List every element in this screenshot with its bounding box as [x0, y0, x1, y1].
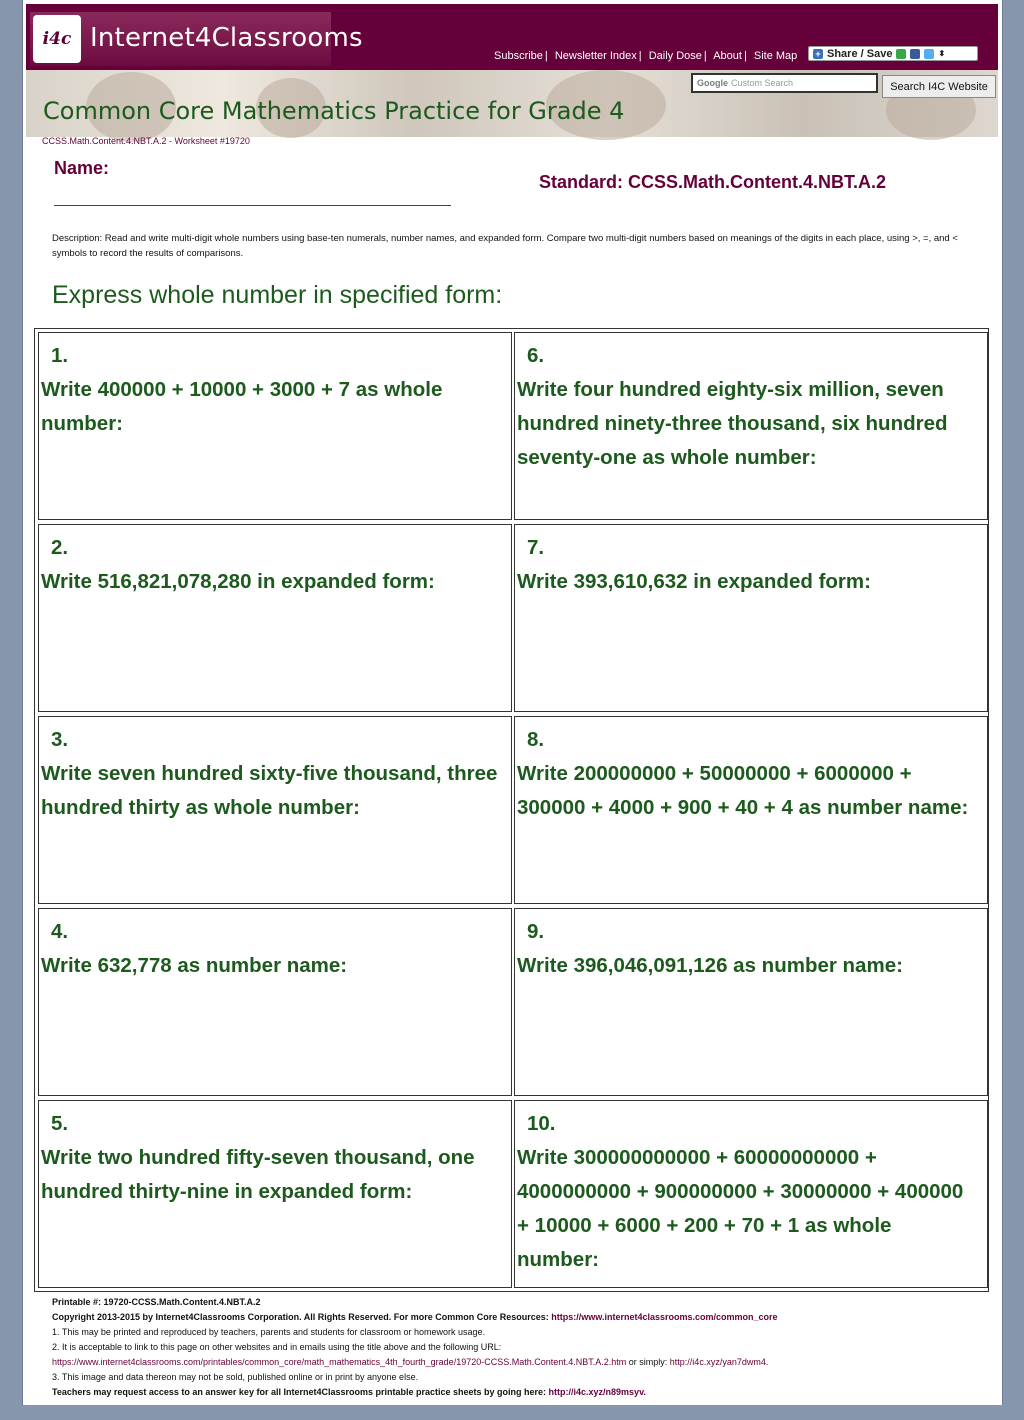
- url-separator: or simply:: [626, 1357, 670, 1367]
- share-save-button[interactable]: [808, 46, 978, 61]
- nav-daily-dose[interactable]: Daily Dose: [648, 50, 702, 62]
- question-text: Write 632,778 as number name:: [41, 954, 348, 977]
- search-placeholder: Custom Search: [731, 78, 794, 88]
- question-cell: [514, 908, 988, 1096]
- usage-note-1: 1. This may be printed and reproduced by teachers, parents and students for classroom or homework usage.: [52, 1327, 486, 1337]
- section-title: Express whole number in specified form:: [52, 281, 503, 309]
- question-cell: [514, 1100, 988, 1288]
- answer-key-link[interactable]: http://i4c.xyz/n89msyv.: [548, 1387, 646, 1397]
- question-number: 5.: [51, 1112, 69, 1135]
- question-text: Write 516,821,078,280 in expanded form:: [41, 570, 435, 593]
- question-number: 3.: [51, 728, 69, 751]
- nav-subscribe[interactable]: Subscribe: [494, 50, 543, 62]
- share-label: Share / Save: [827, 47, 893, 60]
- footer: [52, 1295, 992, 1400]
- nav-about[interactable]: About: [713, 50, 742, 62]
- question-cell: [514, 524, 988, 712]
- question-text: Write seven hundred sixty-five thousand, three hundred thirty as whole number:: [41, 762, 498, 819]
- questions-table: [34, 328, 989, 1292]
- logo-mark: i4c: [42, 29, 72, 49]
- site-logo[interactable]: [30, 12, 363, 66]
- question-text: Write 393,610,632 in expanded form:: [517, 570, 871, 593]
- question-text: Write 396,046,091,126 as number name:: [517, 954, 903, 977]
- description: Description: Read and write multi-digit whole numbers using base-ten numerals, number names, and expanded form. Compare two multi-digit numbers based on meanings of the digits in each place, using >, =, and < symbols to record the results of comparisons.: [52, 233, 958, 259]
- url-line: https://www.internet4classrooms.com/printables/common_core/math_mathematics_4th_fourth_grade/19720-CCSS.Math.Content.4.NBT.A.2.htm or simply: http://i4c.xyz/yan7dwm4.: [52, 1357, 769, 1367]
- question-number: 8.: [527, 728, 545, 751]
- question-cell: [38, 1100, 512, 1288]
- name-label: Name:: [54, 158, 110, 178]
- question-text: Write 300000000000 + 60000000000 + 4000000000 + 900000000 + 30000000 + 400000 + 10000 + 6000 + 200 + 70 + 1 as whole number:: [517, 1146, 964, 1271]
- question-text: Write four hundred eighty-six million, seven hundred ninety-three thousand, six hundred seventy-one as whole number:: [517, 378, 948, 469]
- question-cell: [514, 716, 988, 904]
- printable-number: Printable #: 19720-CCSS.Math.Content.4.NBT.A.2: [52, 1297, 261, 1307]
- nav-site-map[interactable]: Site Map: [753, 50, 798, 62]
- answer-key-line: [52, 1385, 992, 1400]
- i4c-logo-icon: [33, 15, 81, 63]
- question-number: 2.: [51, 536, 69, 559]
- site-header: [26, 4, 998, 137]
- usage-note-3: 3. This image and data thereon may not be sold, published online or in print by anyone else.: [52, 1372, 419, 1382]
- answer-key-text: Teachers may request access to an answer key for all Internet4Classrooms printable practice sheets by going here:: [52, 1387, 549, 1397]
- question-number: 10.: [527, 1112, 556, 1135]
- standard-label: Standard: CCSS.Math.Content.4.NBT.A.2: [539, 172, 887, 192]
- worksheet-url-link[interactable]: https://www.internet4classrooms.com/printables/common_core/math_mathematics_4th_fourth_grade/19720-CCSS.Math.Content.4.NBT.A.2.htm: [52, 1357, 627, 1367]
- email-share-icon: [896, 49, 906, 59]
- question-number: 1.: [51, 344, 69, 367]
- search-input[interactable]: [691, 73, 878, 93]
- question-cell: [514, 332, 988, 520]
- question-number: 7.: [527, 536, 545, 559]
- nav-newsletter-index[interactable]: Newsletter Index: [554, 50, 637, 62]
- question-cell: [38, 524, 512, 712]
- question-text: Write 200000000 + 50000000 + 6000000 + 300000 + 4000 + 900 + 40 + 4 as number name:: [517, 762, 969, 819]
- usage-note-2: 2. It is acceptable to link to this page on other websites and in emails using the title above and the following URL:: [52, 1342, 502, 1352]
- question-number: 9.: [527, 920, 545, 943]
- common-core-link[interactable]: https://www.internet4classrooms.com/common_core: [551, 1312, 778, 1322]
- top-nav: Subscribe | Newsletter Index | Daily Dose | About | Site Map: [494, 50, 798, 62]
- worksheet-id: CCSS.Math.Content.4.NBT.A.2 - Worksheet #19720: [42, 136, 250, 146]
- short-url-link[interactable]: http://i4c.xyz/yan7dwm4: [669, 1357, 766, 1367]
- search-button[interactable]: Search I4C Website: [882, 75, 996, 98]
- question-number: 4.: [51, 920, 69, 943]
- page-title: Common Core Mathematics Practice for Grade 4: [43, 97, 625, 125]
- copyright-text: Copyright 2013-2015 by Internet4Classrooms Corporation. All Rights Reserved. For more Common Core Resources:: [52, 1312, 552, 1322]
- copyright: [52, 1310, 992, 1325]
- question-cell: [38, 716, 512, 904]
- name-line: [54, 205, 451, 206]
- facebook-icon: [910, 49, 920, 59]
- question-number: 6.: [527, 344, 545, 367]
- dropdown-icon: ⬍: [938, 49, 946, 58]
- logo-text: Internet4Classrooms: [90, 23, 363, 53]
- question-cell: [38, 332, 512, 520]
- question-cell: [38, 908, 512, 1096]
- google-brand: Google: [697, 78, 728, 88]
- worksheet-page: [22, 0, 1003, 1405]
- question-text: Write two hundred fifty-seven thousand, one hundred thirty-nine in expanded form:: [41, 1146, 475, 1203]
- twitter-icon: [924, 49, 934, 59]
- question-text: Write 400000 + 10000 + 3000 + 7 as whole number:: [41, 378, 443, 435]
- plus-icon: +: [813, 49, 823, 59]
